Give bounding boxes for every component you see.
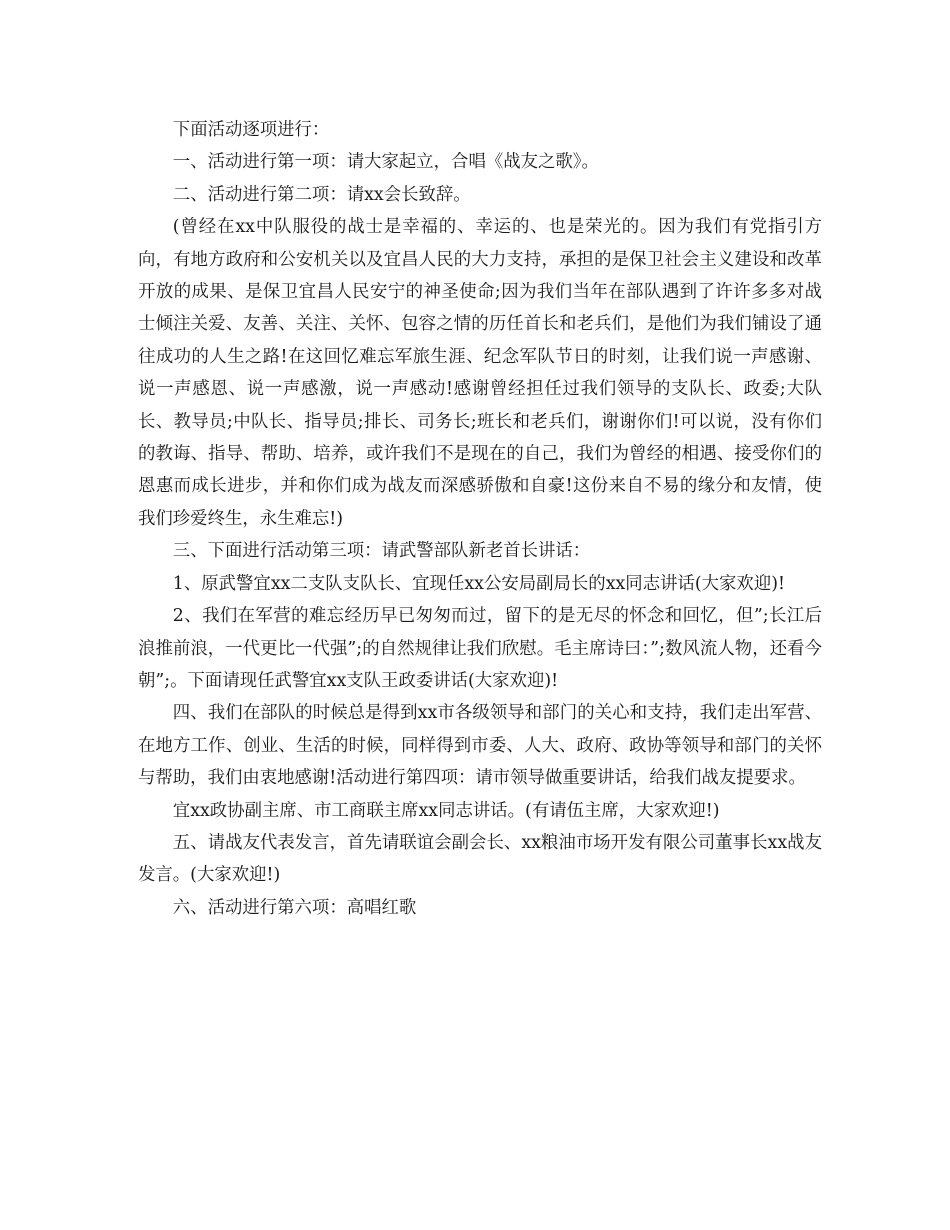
item-3-paragraph: 三、下面进行活动第三项：请武警部队新老首长讲话：	[172, 541, 591, 562]
item-3-sub-1-paragraph: 1、原武警宜xx二支队支队长、宜现任xx公安局副局长的xx同志讲话(大家欢迎)!	[172, 573, 785, 594]
item-1-paragraph: 一、活动进行第一项：请大家起立，合唱《战友之歌》。	[172, 152, 599, 173]
item-3-sub-2-paragraph: 2、我们在军营的难忘经历早已匆匆而过，留下的是无尽的怀念和回忆，但”;长江后浪推前浪，一代更比一代强”;的自然规律让我们欣慰。毛主席诗曰：”;数风流人物，还看今朝”;。下面请现任武警宜xx支队王政委讲话(大家欢迎)!	[138, 606, 822, 691]
item-5-paragraph: 五、请战友代表发言，首先请联谊会副会长、xx粮油市场开发有限公司董事长xx战友发言。(大家欢迎!)	[138, 832, 822, 886]
document-body	[138, 114, 822, 924]
item-2-paragraph: 二、活动进行第二项：请xx会长致辞。	[172, 184, 471, 205]
intro-line: 下面活动逐项进行：	[172, 120, 330, 140]
item-4-speaker-paragraph: 宜xx政协副主席、市工商联主席xx同志讲话。(有请伍主席，大家欢迎!)	[172, 800, 720, 821]
item-6-paragraph: 六、活动进行第六项：高唱红歌	[172, 897, 417, 918]
item-4-paragraph: 四、我们在部队的时候总是得到xx市各级领导和部门的关心和支持，我们走出军营、在地方工作、创业、生活的时候，同样得到市委、人大、政府、政协等领导和部门的关怀与帮助，我们由衷地感谢!活动进行第四项：请市领导做重要讲话，给我们战友提要求。	[138, 703, 822, 789]
speech-paragraph: (曾经在xx中队服役的战士是幸福的、幸运的、也是荣光的。因为我们有党指引方向，有地方政府和公安机关以及宜昌人民的大力支持，承担的是保卫社会主义建设和改革开放的成果、是保卫宜昌人民安宁的神圣使命;因为我们当年在部队遇到了许许多多对战士倾注关爱、友善、关注、关怀、包容之情的历任首长和老兵们，是他们为我们铺设了通往成功的人生之路!在这回忆难忘军旅生涯、纪念军队节日的时刻，让我们说一声感谢、说一声感恩、说一声感激，说一声感动!感谢曾经担任过我们领导的支队长、政委;大队长、教导员;中队长、指导员;排长、司务长;班长和老兵们，谢谢你们!可以说，没有你们的教诲、指导、帮助、培养，或许我们不是现在的自己，我们为曾经的相遇、接受你们的恩惠而成长进步，并和你们成为战友而深感骄傲和自豪!这份来自不易的缘分和友情，使我们珍爱终生，永生难忘!)	[138, 217, 822, 529]
